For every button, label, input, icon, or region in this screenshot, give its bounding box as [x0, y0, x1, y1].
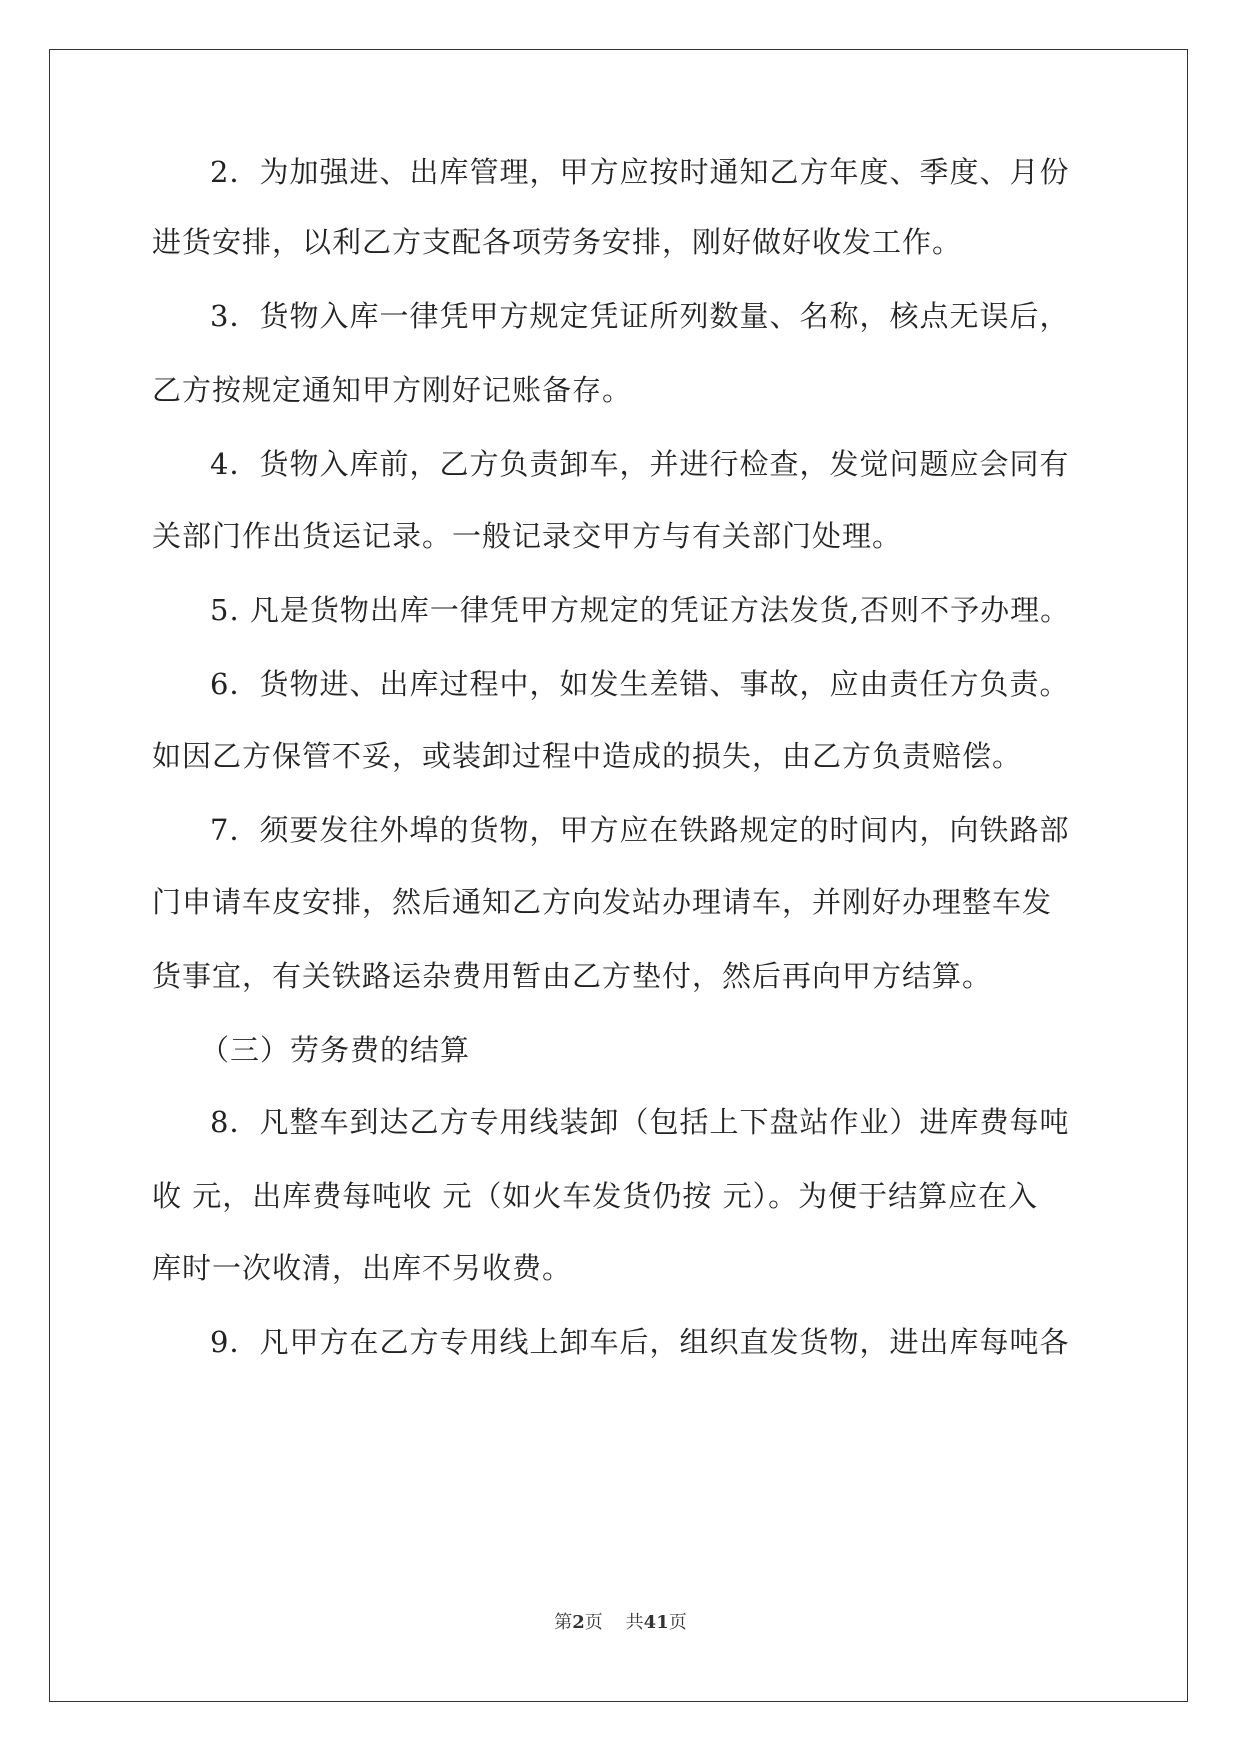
- text-line: 如因乙方保管不妥，或装卸过程中造成的损失，由乙方负责赔偿。: [152, 739, 1023, 773]
- text-line: 收 元，出库费每吨收 元（如火车发货仍按 元）。为便于结算应在入: [152, 1179, 1039, 1213]
- text-line: 关部门作出货运记录。一般记录交甲方与有关部门处理。: [152, 519, 903, 553]
- text-line: 3．货物入库一律凭甲方规定凭证所列数量、名称，核点无误后，: [210, 299, 1070, 333]
- text-line: 7．须要发往外埠的货物，甲方应在铁路规定的时间内，向铁路部: [210, 813, 1070, 847]
- footer-middle: 页 共: [584, 1612, 644, 1633]
- text-line: 货事宜，有关铁路运杂费用暂由乙方垫付，然后再向甲方结算。: [152, 959, 993, 993]
- section-heading: （三）劳务费的结算: [200, 1033, 471, 1067]
- footer-suffix: 页: [668, 1612, 687, 1633]
- text-line: 乙方按规定通知甲方刚好记账备存。: [152, 373, 633, 407]
- text-line: 库时一次收清，出库不另收费。: [152, 1251, 573, 1285]
- footer-page-number: 2: [572, 1612, 585, 1633]
- text-line: 9．凡甲方在乙方专用线上卸车后，组织直发货物，进出库每吨各: [210, 1325, 1070, 1359]
- text-line: 5. 凡是货物出库一律凭甲方规定的凭证方法发货,否则不予办理。: [210, 593, 1071, 627]
- text-line: 门申请车皮安排，然后通知乙方向发站办理请车，并刚好办理整车发: [152, 885, 1053, 919]
- text-line: 8．凡整车到达乙方专用线装卸（包括上下盘站作业）进库费每吨: [210, 1105, 1070, 1139]
- text-line: 2．为加强进、出库管理，甲方应按时通知乙方年度、季度、月份: [210, 155, 1070, 189]
- text-line: 进货安排，以利乙方支配各项劳务安排，刚好做好收发工作。: [152, 225, 963, 259]
- footer-prefix: 第: [554, 1612, 573, 1633]
- page-footer: [0, 1611, 1241, 1635]
- footer-total-pages: 41: [643, 1612, 669, 1633]
- text-line: 6．货物进、出库过程中，如发生差错、事故，应由责任方负责。: [210, 667, 1070, 701]
- text-line: 4．货物入库前，乙方负责卸车，并进行检查，发觉问题应会同有: [210, 447, 1070, 481]
